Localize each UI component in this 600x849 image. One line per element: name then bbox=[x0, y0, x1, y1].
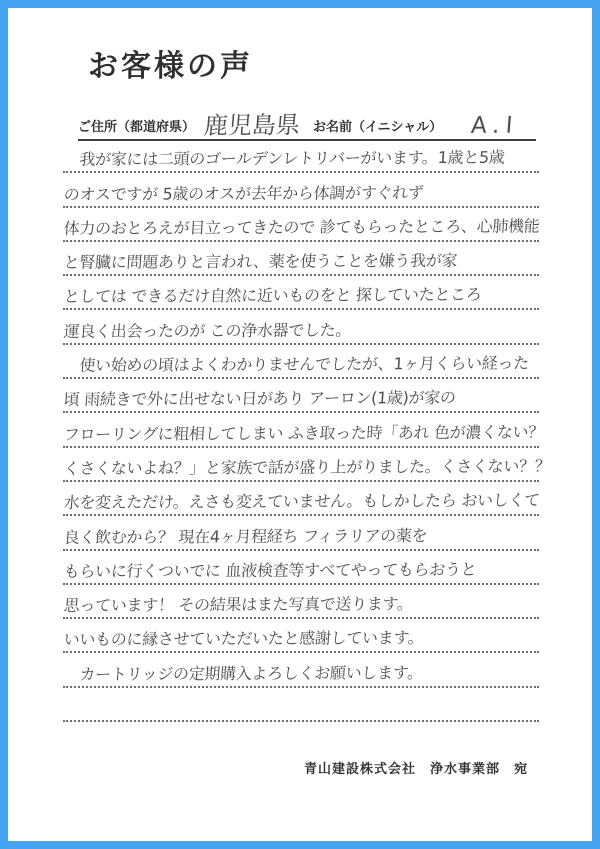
handwriting-line-text: 我が家には二頭のゴールデンレトリバーがいます。1歳と5歳 bbox=[63, 147, 506, 170]
handwriting-line-text: としては できるだけ自然に近いものをと 探していたところ bbox=[63, 285, 483, 307]
handwriting-line bbox=[63, 482, 539, 516]
handwriting-line bbox=[63, 448, 552, 482]
handwriting-line bbox=[63, 379, 539, 413]
handwriting-line bbox=[63, 139, 539, 173]
handwriting-line-text: フローリングに粗相してしまい ふき取った時「あれ 色が濃くない？ bbox=[63, 422, 545, 444]
handwriting-line bbox=[63, 242, 539, 276]
handwriting-line bbox=[63, 310, 539, 344]
handwriting-line bbox=[63, 413, 545, 447]
handwriting-line-text: 頃 雨続きで外に出せない日があり アーロン(1歳)が家の bbox=[63, 388, 457, 410]
name-label: お名前（イニシャル） bbox=[313, 120, 443, 135]
name-value-handwritten: A.I bbox=[470, 112, 520, 139]
handwriting-line bbox=[63, 173, 539, 207]
handwriting-line-text: と腎臓に問題ありと言われ、薬を使うことを嫌う我が家 bbox=[63, 251, 458, 273]
handwriting-line bbox=[63, 276, 539, 310]
handwriting-line bbox=[63, 345, 539, 379]
handwriting-line-text: カートリッジの定期購入よろしくお願いします。 bbox=[63, 662, 424, 684]
handwriting-line-text: 運良く出会ったのが この浄水器でした。 bbox=[63, 320, 352, 341]
handwriting-line-text: 思っています！ その結果はまた写真で送ります。 bbox=[63, 594, 414, 616]
page-title: お客様の声 bbox=[88, 49, 253, 84]
handwriting-line bbox=[63, 585, 539, 619]
handwriting-line-text: 良く飲むから？ 現在4ヶ月程経ち フィラリアの薬を bbox=[63, 525, 428, 547]
handwritten-message bbox=[63, 139, 552, 722]
handwriting-line bbox=[63, 688, 539, 722]
header-fields bbox=[78, 106, 536, 141]
address-value-handwritten: 鹿児島県 bbox=[202, 110, 302, 141]
handwriting-line-text: いいものに縁させていただいたと感謝しています。 bbox=[63, 628, 425, 650]
handwriting-line-text: もらいに行くついでに 血液検査等すべてやってもらおうと bbox=[63, 559, 478, 581]
handwriting-line bbox=[63, 619, 539, 653]
handwriting-line bbox=[63, 208, 539, 242]
handwriting-line-text: 水を変えただけ。えさも変えていません。もしかしたら おいしくて bbox=[63, 490, 541, 513]
handwriting-line-text: 体力のおとろえが目立ってきたので 診てもらったところ、心肺機能 bbox=[63, 216, 541, 238]
handwriting-line bbox=[63, 516, 539, 550]
handwriting-line-text: くさくないよね？」と家族で話が盛り上がりました。くさくない？？ bbox=[63, 456, 552, 478]
handwriting-line bbox=[63, 653, 539, 687]
handwriting-line bbox=[63, 551, 539, 585]
handwriting-line-text: 使い始めの頃はよくわかりませんでしたが、1ヶ月くらい経った bbox=[63, 353, 530, 376]
recipient-line: 青山建設株式会社 浄水事業部 宛 bbox=[303, 762, 528, 777]
handwriting-line-text: のオスですが 5歳のオスが去年から体調がすぐれず bbox=[63, 182, 425, 204]
address-label: ご住所（都道府県） bbox=[78, 120, 196, 135]
